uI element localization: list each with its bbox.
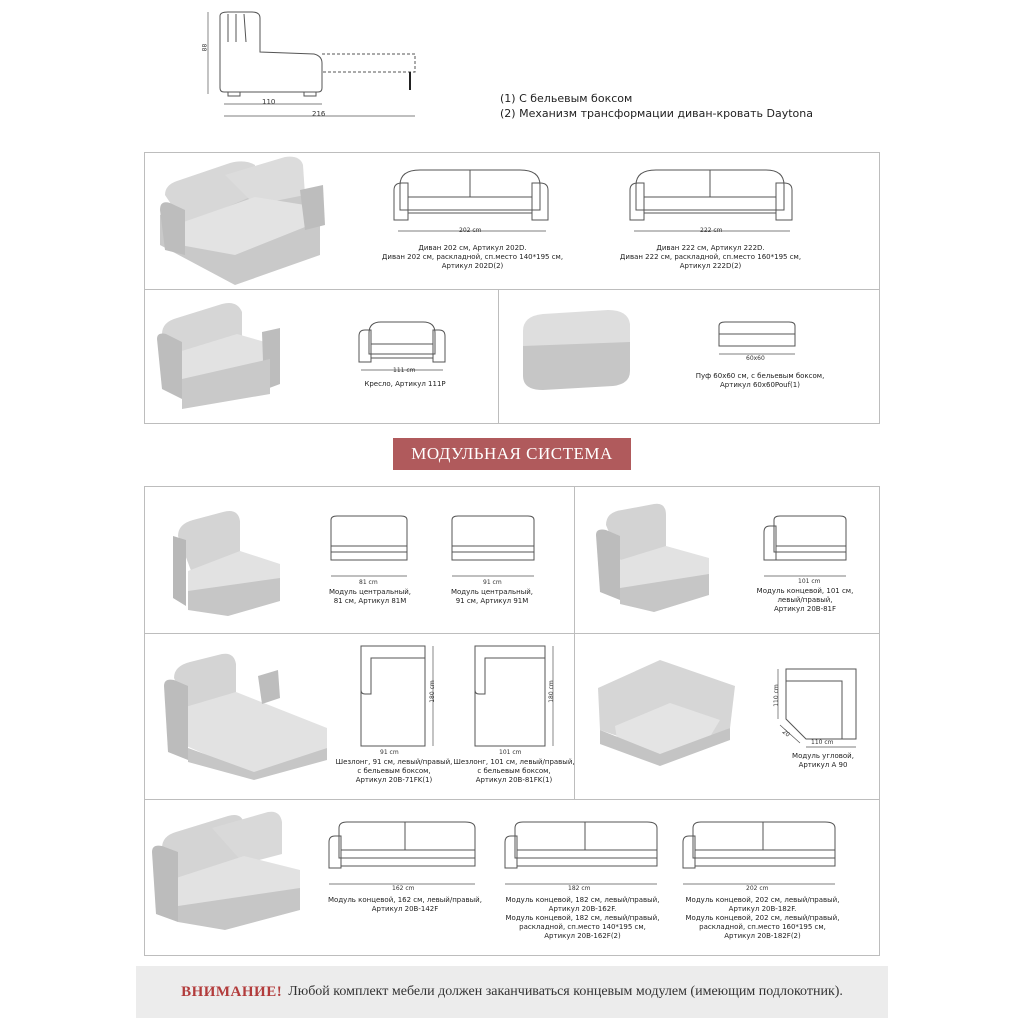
chaise-101-drawing xyxy=(469,640,559,750)
pouf-render xyxy=(518,306,633,391)
dim-depth: 216 xyxy=(312,110,326,118)
end-182-drawing xyxy=(501,818,666,890)
caption-chaise-101: Шезлонг, 101 см, левый/правый, с бельевым боксом, Артикул 20B-81FK(1) xyxy=(453,758,575,784)
dim-222: 222 cm xyxy=(700,227,723,234)
divider xyxy=(144,799,880,800)
dim-162: 162 cm xyxy=(392,885,415,892)
divider xyxy=(498,289,499,424)
dim-chaise-91-h: 180 cm xyxy=(428,680,436,703)
end-162-render xyxy=(150,810,310,930)
module-81-drawing xyxy=(325,512,415,587)
note-2: (2) Механизм трансформации диван-кровать Daytona xyxy=(500,107,813,120)
armchair-render xyxy=(152,294,282,414)
dim-101: 101 cm xyxy=(798,578,821,585)
dim-corner-diag: 20 xyxy=(780,728,791,739)
dim-91: 91 cm xyxy=(483,579,502,586)
central-module-render xyxy=(168,506,288,618)
divider xyxy=(144,633,880,634)
dim-111: 111 cm xyxy=(393,367,416,374)
sofa-render xyxy=(155,155,330,285)
corner-module-render xyxy=(590,658,740,770)
chaise-render xyxy=(162,648,332,780)
dim-202-end: 202 cm xyxy=(746,885,769,892)
dim-chaise-91-w: 91 cm xyxy=(380,749,399,756)
caption-module-91: Модуль центральный, 91 см, Артикул 91M xyxy=(450,588,534,605)
warning-bar xyxy=(136,966,888,1018)
dim-pouf: 60x60 xyxy=(746,355,765,362)
end-162-drawing xyxy=(325,818,485,890)
divider xyxy=(574,486,575,799)
modular-system-banner: МОДУЛЬНАЯ СИСТЕМА xyxy=(393,438,631,470)
caption-end-182: Модуль концевой, 182 см, левый/правый, Артикул 20B-162F. Модуль концевой, 182 см, левый/правый, раскладной, сп.место 140*195 см, Артикул 20B-162F(2) xyxy=(505,896,660,940)
chaise-91-drawing xyxy=(355,640,440,750)
divider xyxy=(144,289,880,290)
warning-text: Любой комплект мебели должен заканчиваться концевым модулем (имеющим подлокотник). xyxy=(288,984,843,999)
caption-sofa-202: Диван 202 см, Артикул 202D. Диван 202 см, раскладной, сп.место 140*195 см, Артикул 202D(2) xyxy=(381,244,564,270)
caption-module-101: Модуль концевой, 101 см, левый/правый, Артикул 20B-81F xyxy=(756,587,854,613)
dim-182: 182 cm xyxy=(568,885,591,892)
caption-corner-module: Модуль угловой, Артикул A 90 xyxy=(792,752,854,769)
note-1: (1) С бельевым боксом xyxy=(500,92,633,105)
caption-sofa-222: Диван 222 см, Артикул 222D. Диван 222 см, раскладной, сп.место 160*195 см, Артикул 222D(2) xyxy=(619,244,802,270)
caption-armchair: Кресло, Артикул 111P xyxy=(364,380,446,388)
caption-chaise-91: Шезлонг, 91 см, левый/правый, с бельевым боксом, Артикул 20B-71FK(1) xyxy=(335,758,453,784)
end-module-render xyxy=(594,500,719,615)
caption-pouf: Пуф 60x60 см, с бельевым боксом, Артикул 60x60Pouf(1) xyxy=(695,372,825,389)
end-202-drawing xyxy=(679,818,844,890)
dim-height: 88 xyxy=(201,43,209,52)
module-91-drawing xyxy=(446,512,541,587)
module-101-drawing xyxy=(760,512,855,587)
dim-202: 202 cm xyxy=(459,227,482,234)
dim-seat: 110 xyxy=(262,98,276,106)
caption-end-162: Модуль концевой, 162 см, левый/правый, Артикул 20B-142F xyxy=(328,896,482,913)
dim-chaise-101-w: 101 cm xyxy=(499,749,522,756)
warning-label: ВНИМАНИЕ! xyxy=(181,983,283,1000)
dim-corner-h: 110 cm xyxy=(772,684,780,707)
caption-end-202: Модуль концевой, 202 см, левый/правый, Артикул 20B-182F. Модуль концевой, 202 см, левый/правый, раскладной, сп.место 160*195 см, Артикул 20B-182F(2) xyxy=(685,896,840,940)
dim-corner-w: 110 cm xyxy=(811,739,834,746)
caption-module-81: Модуль центральный, 81 см, Артикул 81M xyxy=(328,588,412,605)
dim-81: 81 cm xyxy=(359,579,378,586)
dim-chaise-101-h: 180 cm xyxy=(547,680,555,703)
